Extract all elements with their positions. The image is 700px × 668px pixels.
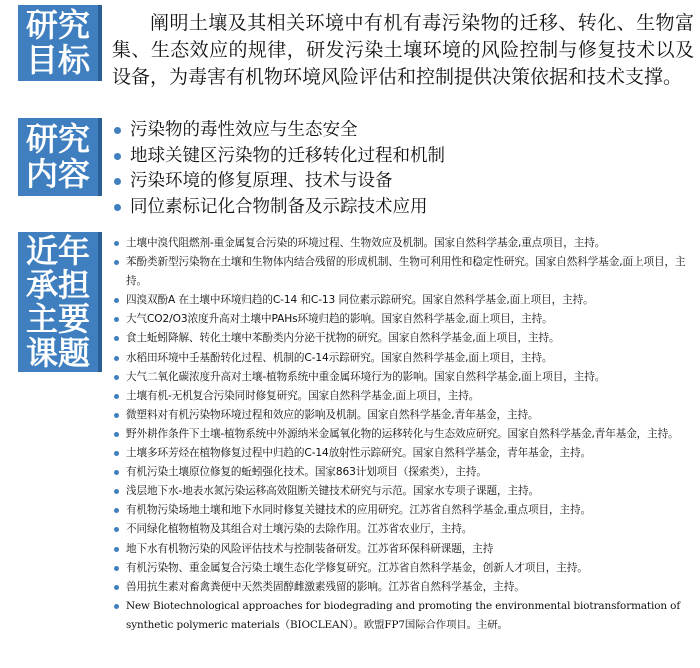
badge-goal-line-2: 目标: [25, 41, 90, 79]
project-item: 四溴双酚A 在土壤中环境归趋的C-14 和C-13 同位素示踪研究。国家自然科学基金,面上项目，主持。: [112, 291, 692, 310]
list-item: 污染物的毒性效应与生态安全: [112, 118, 692, 144]
project-item: 土壤有机-无机复合污染同时修复研究。国家自然科学基金,面上项目，主持。: [112, 387, 692, 406]
project-item: 不同绿化植物植物及其组合对土壤污染的去除作用。江苏省农业厅，主持。: [112, 520, 692, 539]
project-list: [112, 234, 692, 635]
badge-research-goal: [18, 5, 102, 81]
project-item: 浅层地下水-地表水氮污染运移高效阻断关键技术研究与示范。国家水专项子课题，主持。: [112, 482, 692, 501]
project-item: 地下水有机物污染的风险评估技术与控制装备研发。江苏省环保科研课题，主持: [112, 540, 692, 559]
badge-content-line-2: 内容: [25, 155, 90, 193]
project-item: 有机物污染场地土壤和地下水同时修复关键技术的应用研究。江苏省自然科学基金,重点项目，主持。: [112, 501, 692, 520]
project-item: 水稻田环境中壬基酚转化过程、机制的C-14示踪研究。国家自然科学基金,面上项目，主持。: [112, 349, 692, 368]
badge-projects-line-3: 主要: [25, 300, 90, 338]
project-item: 有机污染土壤原位修复的蚯蚓强化技术。国家863计划项目（探索类），主持。: [112, 463, 692, 482]
project-item: 土壤中溴代阻燃剂-重金属复合污染的环境过程、生物效应及机制。国家自然科学基金,重点项目，主持。: [112, 234, 692, 253]
list-item: 同位素标记化合物制备及示踪技术应用: [112, 195, 692, 221]
project-item: 大气二氧化碳浓度升高对土壤-植物系统中重金属环境行为的影响。国家自然科学基金,面上项目，主持。: [112, 368, 692, 387]
project-item: 微塑料对有机污染物环境过程和效应的影响及机制。国家自然科学基金,青年基金，主持。: [112, 406, 692, 425]
project-item: 兽用抗生素对畜禽粪便中天然类固醇雌激素残留的影响。江苏省自然科学基金，主持。: [112, 578, 692, 597]
badge-goal-line-1: 研究: [25, 6, 90, 44]
badge-projects-line-4: 课题: [25, 334, 90, 372]
research-goal-text: 阐明土壤及其相关环境中有机有毒污染物的迁移、转化、生物富集、生态效应的规律，研发污染土壤环境的风险控制与修复技术以及设备，为毒害有机物环境风险评估和控制提供决策依据和技术支撑。: [112, 12, 694, 88]
research-content-list: [112, 118, 692, 220]
project-item: 野外耕作条件下土壤-植物系统中外源纳米金属氧化物的运移转化与生态效应研究。国家自然科学基金,青年基金，主持。: [112, 425, 692, 444]
badge-projects-line-1: 近年: [25, 232, 90, 270]
project-item: 有机污染物、重金属复合污染土壤生态化学修复研究。江苏省自然科学基金，创新人才项目，主持。: [112, 559, 692, 578]
project-item: 食土蚯蚓降解、转化土壤中苯酚类内分泌干扰物的研究。国家自然科学基金,面上项目，主持。: [112, 329, 692, 348]
badge-projects-line-2: 承担: [25, 266, 90, 304]
badge-content-line-1: 研究: [25, 120, 90, 158]
project-item: 土壤多环芳烃在植物修复过程中归趋的C-14放射性示踪研究。国家自然科学基金，青年基金，主持。: [112, 444, 692, 463]
badge-recent-projects: [18, 232, 102, 372]
list-item: 污染环境的修复原理、技术与设备: [112, 169, 692, 195]
list-item: 地球关键区污染物的迁移转化过程和机制: [112, 144, 692, 170]
project-item: 苯酚类新型污染物在土壤和生物体内结合残留的形成机制、生物可利用性和稳定性研究。国家自然科学基金,面上项目，主持。: [112, 253, 692, 291]
project-item: New Biotechnological approaches for biodegrading and promoting the environmental biotransformation of synthetic polymeric materials（BIOCLEAN）。欧盟FP7国际合作项目。主研。: [112, 597, 692, 635]
project-item: 大气CO2/O3浓度升高对土壤中PAHs环境归趋的影响。国家自然科学基金,面上项目，主持。: [112, 310, 692, 329]
badge-research-content: [18, 118, 102, 196]
